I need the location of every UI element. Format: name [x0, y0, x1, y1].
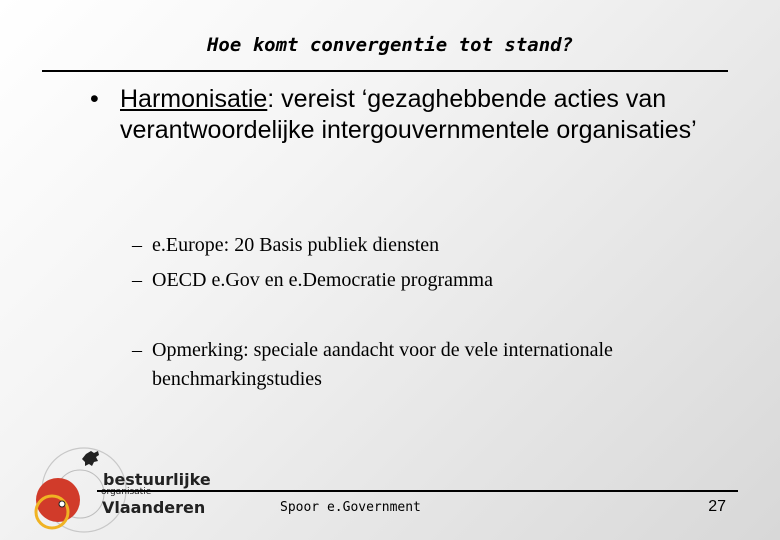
bullet-dot: • [90, 85, 99, 113]
main-bullet-text [120, 84, 730, 146]
title-divider [42, 70, 728, 72]
sub-item-text: e.Europe: 20 Basis publiek diensten [152, 234, 440, 256]
sub-item [132, 231, 732, 260]
logo-line-1: bestuurlijke [103, 470, 211, 489]
sub-item [132, 336, 732, 394]
sub-dash: – [132, 269, 142, 291]
logo-line-2: organisatie [101, 487, 152, 497]
logo-line-3: Vlaanderen [102, 498, 206, 517]
sub-dash: – [132, 234, 142, 256]
sub-item-text: Opmerking: speciale aandacht voor de vele internationale benchmarkingstudies [152, 339, 613, 390]
bullet-term: Harmonisatie [120, 85, 268, 113]
footer-divider [97, 490, 738, 492]
sub-dash: – [132, 339, 142, 361]
page-number: 27 [708, 498, 726, 515]
sub-item-text: OECD e.Gov en e.Democratie programma [152, 269, 493, 291]
bullet-body: : vereist ‘gezaghebbende acties van verantwoordelijke intergouvernmentele organisaties’ [120, 85, 697, 144]
main-bullet [90, 84, 730, 146]
sub-item [132, 266, 732, 295]
logo-center-dot [59, 501, 65, 507]
lion-icon [82, 451, 99, 466]
slide-title: Hoe komt convergentie tot stand? [206, 34, 574, 56]
footer-text: Spoor e.Government [280, 500, 421, 515]
